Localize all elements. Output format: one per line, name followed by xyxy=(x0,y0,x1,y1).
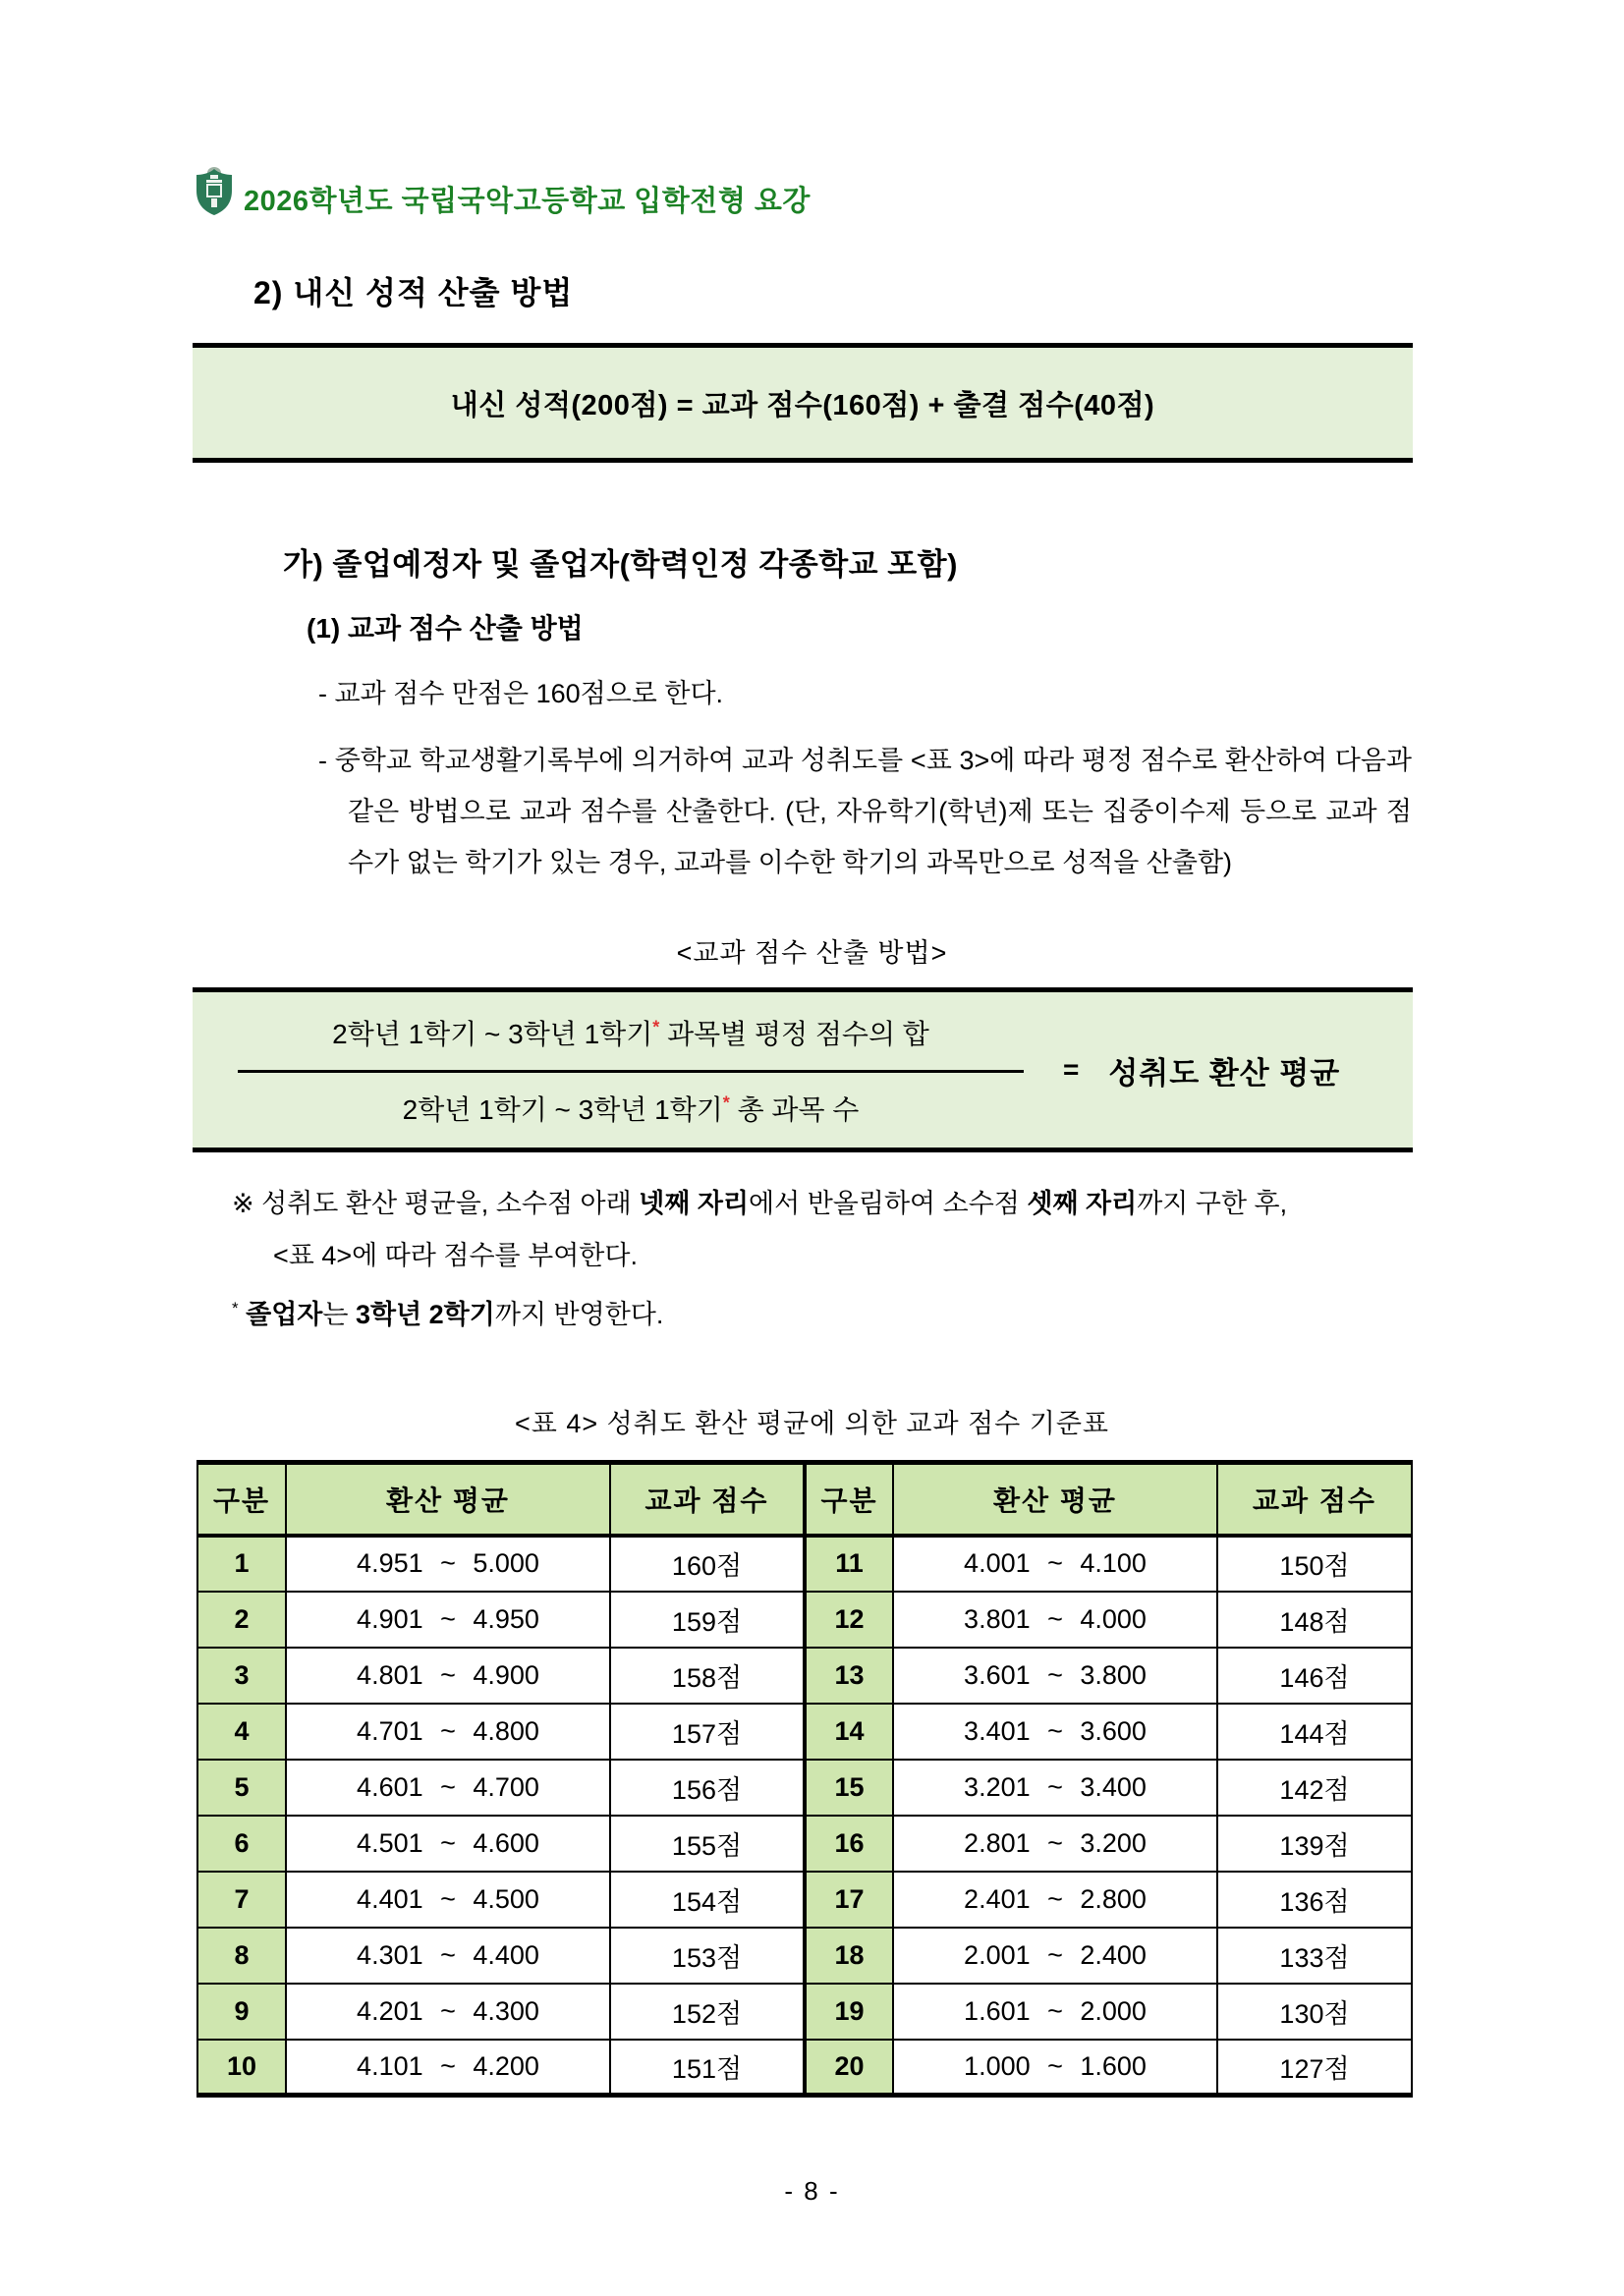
row-number-cell: 8 xyxy=(197,1928,286,1984)
row-number-cell: 16 xyxy=(805,1816,893,1872)
header-average-left: 환산 평균 xyxy=(286,1463,610,1536)
score-cell: 160점 xyxy=(610,1536,805,1592)
note-text: 에서 반올림하여 소수점 xyxy=(749,1189,1028,1218)
bullet-calculation-rule: - 중학교 학교생활기록부에 의거하여 교과 성취도를 <표 3>에 따라 평정 점수로 환산하여 다음과 같은 방법으로 교과 점수를 산출한다. (단, 자유학기(학년)제 또는 집중이수제 등으로 교과 점수가 없는 학기가 있는 경우, 교과를 이수한 학기의 과목만으로 성적을 산출함) xyxy=(318,746,1412,877)
page-number: - 8 - xyxy=(784,2176,840,2206)
equals-sign: = xyxy=(1063,1054,1080,1085)
fraction-denominator xyxy=(238,1073,1024,1128)
notes xyxy=(232,1178,1428,1341)
calc-method-caption: <교과 점수 산출 방법> xyxy=(676,938,948,968)
note-bold-graduate: 졸업자 xyxy=(246,1300,323,1329)
row-number-cell: 7 xyxy=(197,1872,286,1928)
score-cell: 159점 xyxy=(610,1592,805,1648)
range-cell: 4.951 ~ 5.000 xyxy=(286,1536,610,1592)
numerator-asterisk: * xyxy=(652,1017,660,1037)
range-cell: 2.401 ~ 2.800 xyxy=(893,1872,1217,1928)
score-cell: 155점 xyxy=(610,1816,805,1872)
row-number-cell: 14 xyxy=(805,1704,893,1760)
score-cell: 150점 xyxy=(1217,1536,1412,1592)
score-cell: 127점 xyxy=(1217,2040,1412,2096)
row-number-cell: 20 xyxy=(805,2040,893,2096)
table-row xyxy=(197,1760,1412,1816)
fraction-numerator xyxy=(238,1013,1024,1073)
result-label: 성취도 환산 평균 xyxy=(1108,1055,1341,1091)
table-row xyxy=(197,1648,1412,1704)
row-number-cell: 11 xyxy=(805,1536,893,1592)
range-cell: 4.001 ~ 4.100 xyxy=(893,1536,1217,1592)
note-text: ※ 성취도 환산 평균을, 소수점 아래 xyxy=(232,1189,640,1218)
header-average-right: 환산 평균 xyxy=(893,1463,1217,1536)
note-text: 까지 구한 후, xyxy=(1137,1189,1288,1218)
range-cell: 2.801 ~ 3.200 xyxy=(893,1816,1217,1872)
row-number-cell: 17 xyxy=(805,1872,893,1928)
row-number-cell: 13 xyxy=(805,1648,893,1704)
row-number-cell: 18 xyxy=(805,1928,893,1984)
item-title: (1) 교과 점수 산출 방법 xyxy=(307,613,584,644)
score-cell: 158점 xyxy=(610,1648,805,1704)
score-cell: 142점 xyxy=(1217,1760,1412,1816)
table-row xyxy=(197,1872,1412,1928)
range-cell: 4.601 ~ 4.700 xyxy=(286,1760,610,1816)
score-cell: 136점 xyxy=(1217,1872,1412,1928)
range-cell: 4.501 ~ 4.600 xyxy=(286,1816,610,1872)
range-cell: 4.401 ~ 4.500 xyxy=(286,1872,610,1928)
header-score-right: 교과 점수 xyxy=(1217,1463,1412,1536)
table-row xyxy=(197,1704,1412,1760)
range-cell: 3.601 ~ 3.800 xyxy=(893,1648,1217,1704)
denominator-text: 2학년 1학기 ~ 3학년 1학기 xyxy=(402,1093,723,1125)
formula-result xyxy=(1063,1048,1340,1092)
table4-title: <표 4> 성취도 환산 평균에 의한 교과 점수 기준표 xyxy=(514,1409,1110,1438)
range-cell: 3.801 ~ 4.000 xyxy=(893,1592,1217,1648)
numerator-rest: 과목별 평정 점수의 합 xyxy=(659,1018,929,1049)
table-header-row xyxy=(197,1463,1412,1536)
note-graduates xyxy=(232,1282,1428,1341)
document-title: 2026학년도 국립국악고등학교 입학전형 요강 xyxy=(244,186,811,217)
header-score-left: 교과 점수 xyxy=(610,1463,805,1536)
range-cell: 1.601 ~ 2.000 xyxy=(893,1984,1217,2040)
score-cell: 133점 xyxy=(1217,1928,1412,1984)
range-cell: 4.301 ~ 4.400 xyxy=(286,1928,610,1984)
row-number-cell: 2 xyxy=(197,1592,286,1648)
header-category-left: 구분 xyxy=(197,1463,286,1536)
note-text: 까지 반영한다. xyxy=(494,1300,664,1329)
table-row xyxy=(197,1928,1412,1984)
note-bold-third-digit: 셋째 자리 xyxy=(1027,1189,1138,1218)
denominator-rest: 총 과목 수 xyxy=(729,1093,860,1125)
range-cell: 1.000 ~ 1.600 xyxy=(893,2040,1217,2096)
section-title: 2) 내신 성적 산출 방법 xyxy=(253,275,574,310)
score-cell: 152점 xyxy=(610,1984,805,2040)
conversion-score-table xyxy=(196,1460,1413,2098)
table-row xyxy=(197,1592,1412,1648)
table-row xyxy=(197,2040,1412,2096)
header-category-right: 구분 xyxy=(805,1463,893,1536)
range-cell: 3.401 ~ 3.600 xyxy=(893,1704,1217,1760)
row-number-cell: 19 xyxy=(805,1984,893,2040)
row-number-cell: 4 xyxy=(197,1704,286,1760)
bullet-max-score: - 교과 점수 만점은 160점으로 한다. xyxy=(318,679,724,708)
row-number-cell: 12 xyxy=(805,1592,893,1648)
row-number-cell: 5 xyxy=(197,1760,286,1816)
score-cell: 146점 xyxy=(1217,1648,1412,1704)
calc-formula-box xyxy=(193,987,1413,1152)
score-cell: 153점 xyxy=(610,1928,805,1984)
note-table-reference: <표 4>에 따라 점수를 부여한다. xyxy=(273,1241,638,1270)
school-emblem-icon xyxy=(193,165,236,221)
range-cell: 4.701 ~ 4.800 xyxy=(286,1704,610,1760)
note-text: 는 xyxy=(322,1300,356,1329)
score-cell: 151점 xyxy=(610,2040,805,2096)
document-header xyxy=(193,165,1624,221)
score-cell: 156점 xyxy=(610,1760,805,1816)
row-number-cell: 1 xyxy=(197,1536,286,1592)
row-number-cell: 10 xyxy=(197,2040,286,2096)
range-cell: 4.101 ~ 4.200 xyxy=(286,2040,610,2096)
row-number-cell: 6 xyxy=(197,1816,286,1872)
score-cell: 139점 xyxy=(1217,1816,1412,1872)
range-cell: 4.801 ~ 4.900 xyxy=(286,1648,610,1704)
row-number-cell: 3 xyxy=(197,1648,286,1704)
note-bold-fourth-digit: 넷째 자리 xyxy=(639,1189,750,1218)
table-row xyxy=(197,1816,1412,1872)
subsection-title: 가) 졸업예정자 및 졸업자(학력인정 각종학교 포함) xyxy=(283,547,958,582)
range-cell: 2.001 ~ 2.400 xyxy=(893,1928,1217,1984)
denominator-asterisk: * xyxy=(722,1092,730,1113)
range-cell: 3.201 ~ 3.400 xyxy=(893,1760,1217,1816)
score-cell: 144점 xyxy=(1217,1704,1412,1760)
score-cell: 154점 xyxy=(610,1872,805,1928)
score-cell: 130점 xyxy=(1217,1984,1412,2040)
note-rounding xyxy=(232,1178,1428,1230)
note-bold-semester: 3학년 2학기 xyxy=(355,1300,495,1329)
row-number-cell: 15 xyxy=(805,1760,893,1816)
note-asterisk: * xyxy=(232,1299,239,1317)
table-row xyxy=(197,1536,1412,1592)
table-row xyxy=(197,1984,1412,2040)
score-table-body xyxy=(197,1536,1412,2096)
score-summary-box xyxy=(193,343,1413,463)
score-cell: 157점 xyxy=(610,1704,805,1760)
range-cell: 4.901 ~ 4.950 xyxy=(286,1592,610,1648)
range-cell: 4.201 ~ 4.300 xyxy=(286,1984,610,2040)
numerator-text: 2학년 1학기 ~ 3학년 1학기 xyxy=(332,1018,653,1049)
fraction xyxy=(238,1013,1024,1128)
row-number-cell: 9 xyxy=(197,1984,286,2040)
score-summary-formula: 내신 성적(200점) = 교과 점수(160점) + 출결 점수(40점) xyxy=(450,389,1155,421)
score-cell: 148점 xyxy=(1217,1592,1412,1648)
